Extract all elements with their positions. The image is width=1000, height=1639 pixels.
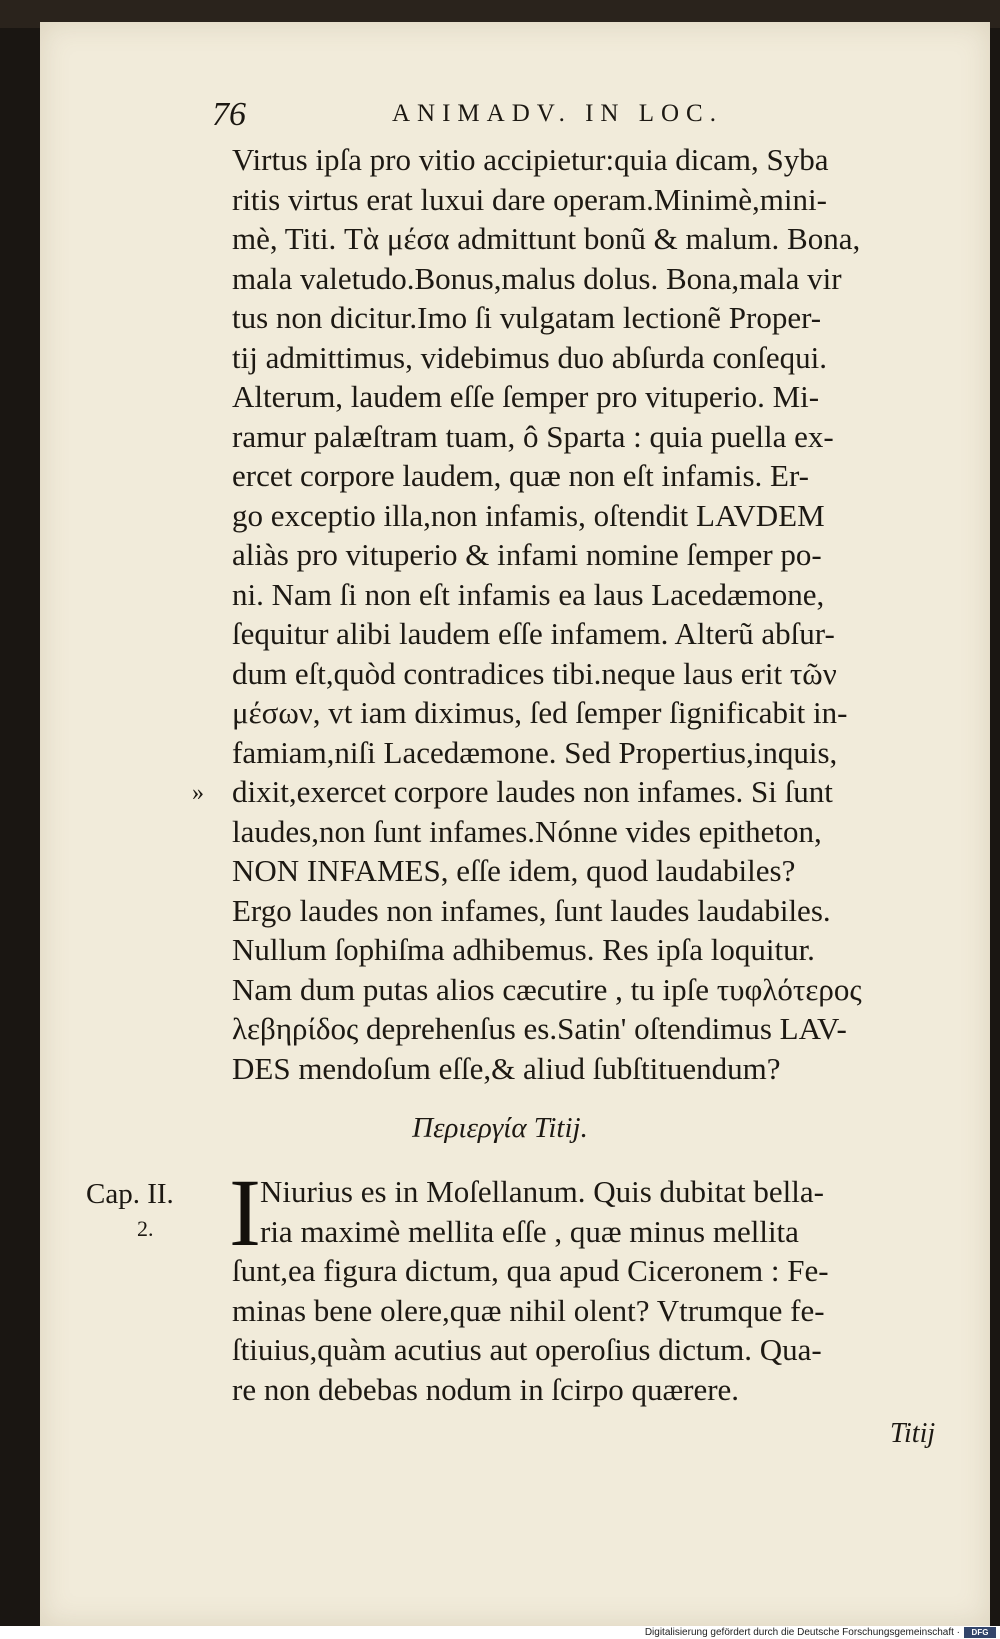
text-line: aliàs pro vituperio & infami nomine ſemper po-	[232, 537, 822, 572]
margin-quote-mark: »	[192, 780, 204, 806]
drop-cap-initial: I	[229, 1159, 261, 1266]
text-line: mè, Titi. Τὰ μέσα admittunt bonũ & malum. Bona,	[232, 221, 861, 256]
text-line: tus non dicitur.Imo ſi vulgatam lectionẽ Proper-	[232, 300, 822, 335]
text-line: ſtiuius,quàm acutius aut operoſius dictum. Qua-	[232, 1332, 822, 1367]
text-line: NON INFAMES, eſſe idem, quod laudabiles?	[232, 853, 796, 888]
funding-notice: Digitalisierung gefördert durch die Deutsche Forschungsgemeinschaft ·	[644, 1627, 960, 1638]
text-line: ni. Nam ſi non eſt infamis ea laus Lacedæmone,	[232, 576, 825, 612]
text-line: ercet corpore laudem, quæ non eſt infamis. Er-	[232, 458, 809, 493]
text-line: DES mendoſum eſſe,& aliud ſubſtituendum?	[232, 1050, 781, 1086]
text-line: Nam dum putas alios cæcutire , tu ipſe τυφλότερος	[232, 971, 862, 1007]
text-line: ramur palæſtram tuam, ô Sparta : quia puella ex-	[232, 418, 834, 454]
page-header	[212, 96, 772, 136]
text-line: tij admittimus, videbimus duo abſurda conſequi.	[232, 339, 827, 375]
text-line: Nullum ſophiſma adhibemus. Res ipſa loquitur.	[232, 932, 815, 967]
second-paragraph	[232, 1172, 954, 1409]
section-title: Περιεργία Titij.	[412, 1112, 588, 1144]
text-line: Alterum, laudem eſſe ſemper pro vituperio. Mi-	[232, 379, 820, 414]
text-line: Ergo laudes non infames, ſunt laudes laudabiles.	[232, 892, 831, 928]
text-line: re non debebas nodum in ſcirpo quærere.	[232, 1371, 740, 1407]
text-line: μέσων, vt iam diximus, ſed ſemper ſignificabit in-	[232, 695, 848, 730]
dfg-logo-icon: DFG	[964, 1627, 996, 1638]
text-line: ria maximè mellita eſſe , quæ minus mellita	[260, 1213, 799, 1249]
text-line: Virtus ipſa pro vitio accipietur:quia dicam, Syba	[232, 142, 829, 177]
chapter-sub-number: 2.	[137, 1216, 154, 1241]
text-line: Niurius es in Moſellanum. Quis dubitat bella-	[260, 1174, 824, 1209]
footer-bar	[0, 1626, 1000, 1639]
chapter-label: Cap. II.	[86, 1178, 174, 1210]
text-line: ſequitur alibi laudem eſſe infamem. Alterũ abſur-	[232, 616, 835, 651]
text-line: laudes,non ſunt infames.Nónne vides epitheton,	[232, 813, 822, 849]
text-line: ſunt,ea figura dictum, qua apud Ciceronem : Fe-	[232, 1253, 829, 1288]
text-line: ritis virtus erat luxui dare operam.Minimè,mini-	[232, 181, 827, 217]
main-text	[232, 140, 954, 1088]
text-line: go exceptio illa,non infamis, oſtendit LAVDEM	[232, 497, 825, 533]
page-number: 76	[212, 96, 246, 133]
text-line: mala valetudo.Bonus,malus dolus. Bona,mala vir	[232, 260, 842, 296]
text-line: dum eſt,quòd contradices tibi.neque laus erit τῶν	[232, 655, 837, 691]
text-line: famiam,niſi Lacedæmone. Sed Propertius,inquis,	[232, 734, 838, 770]
catchword: Titij	[890, 1418, 936, 1449]
running-head: ANIMADV. IN LOC.	[392, 100, 723, 127]
text-line: dixit,exercet corpore laudes non infames. Si ſunt	[232, 774, 833, 809]
text-line: minas bene olere,quæ nihil olent? Vtrumque fe-	[232, 1292, 825, 1328]
text-line: λεβηρίδος deprehenſus es.Satin' oſtendimus LAV-	[232, 1011, 847, 1046]
